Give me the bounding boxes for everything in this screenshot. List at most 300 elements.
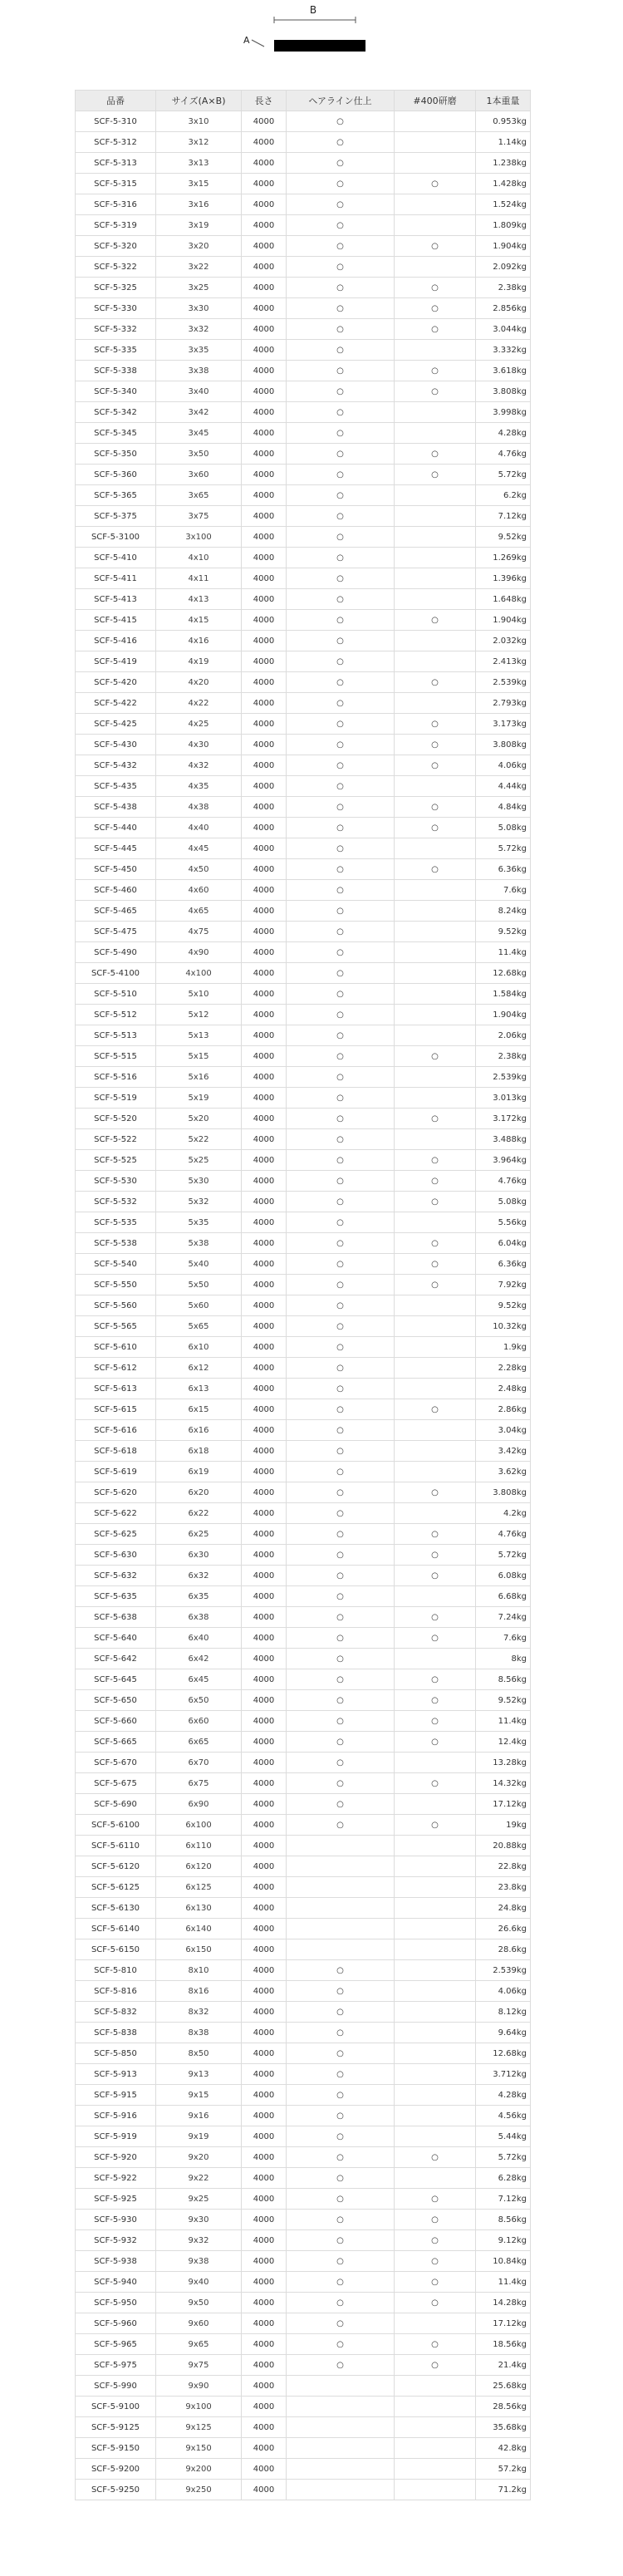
- table-row: [76, 1919, 531, 1939]
- cell-part-number: SCF-5-338: [76, 361, 156, 381]
- cell-length: 4000: [242, 1192, 287, 1212]
- table-row: [76, 2002, 531, 2023]
- cell-400-polish: [395, 1129, 476, 1150]
- cell-hairline-finish: ○: [287, 2189, 395, 2210]
- cell-weight: 11.4kg: [476, 2272, 531, 2293]
- cell-part-number: SCF-5-950: [76, 2293, 156, 2313]
- cell-length: 4000: [242, 2334, 287, 2355]
- table-row: [76, 1566, 531, 1586]
- cell-part-number: SCF-5-665: [76, 1732, 156, 1753]
- table-header-row: [76, 91, 531, 111]
- cell-part-number: SCF-5-975: [76, 2355, 156, 2376]
- header-400-polish: #400研磨: [395, 91, 476, 111]
- cell-400-polish: [395, 1337, 476, 1358]
- cell-size: 6x140: [156, 1919, 242, 1939]
- cell-400-polish: [395, 1358, 476, 1379]
- cell-weight: 7.12kg: [476, 2189, 531, 2210]
- cell-weight: 5.72kg: [476, 465, 531, 485]
- cell-400-polish: [395, 2438, 476, 2459]
- cell-size: 3x45: [156, 423, 242, 444]
- cell-length: 4000: [242, 1025, 287, 1046]
- cell-hairline-finish: ○: [287, 1794, 395, 1815]
- cell-part-number: SCF-5-345: [76, 423, 156, 444]
- cell-hairline-finish: ○: [287, 257, 395, 278]
- cell-400-polish: [395, 153, 476, 174]
- table-row: [76, 2147, 531, 2168]
- cell-400-polish: [395, 901, 476, 922]
- cell-part-number: SCF-5-335: [76, 340, 156, 361]
- cell-length: 4000: [242, 236, 287, 257]
- cell-400-polish: ○: [395, 319, 476, 340]
- table-row: [76, 1192, 531, 1212]
- cell-part-number: SCF-5-420: [76, 672, 156, 693]
- cell-hairline-finish: ○: [287, 589, 395, 610]
- cell-400-polish: [395, 1295, 476, 1316]
- table-row: [76, 132, 531, 153]
- cell-hairline-finish: ○: [287, 2210, 395, 2230]
- cell-size: 3x25: [156, 278, 242, 298]
- table-row: [76, 942, 531, 963]
- table-row: [76, 2251, 531, 2272]
- table-row: [76, 2189, 531, 2210]
- cell-size: 8x16: [156, 1981, 242, 2002]
- cell-hairline-finish: ○: [287, 651, 395, 672]
- cell-length: 4000: [242, 1171, 287, 1192]
- cell-400-polish: [395, 2085, 476, 2106]
- cell-length: 4000: [242, 1088, 287, 1109]
- cell-size: 5x30: [156, 1171, 242, 1192]
- cell-part-number: SCF-5-422: [76, 693, 156, 714]
- cell-part-number: SCF-5-6125: [76, 1877, 156, 1898]
- product-spec-table: [75, 90, 531, 2500]
- cell-400-polish: ○: [395, 2189, 476, 2210]
- cell-length: 4000: [242, 1109, 287, 1129]
- table-row: [76, 194, 531, 215]
- cell-length: 4000: [242, 1981, 287, 2002]
- cell-hairline-finish: ○: [287, 381, 395, 402]
- cell-weight: 1.904kg: [476, 610, 531, 631]
- cell-part-number: SCF-5-445: [76, 838, 156, 859]
- cell-length: 4000: [242, 132, 287, 153]
- table-row: [76, 111, 531, 132]
- cell-weight: 3.42kg: [476, 1441, 531, 1462]
- table-row: [76, 651, 531, 672]
- cell-weight: 5.72kg: [476, 838, 531, 859]
- table-row: [76, 2293, 531, 2313]
- cell-weight: 9.64kg: [476, 2023, 531, 2043]
- cell-length: 4000: [242, 1856, 287, 1877]
- cell-weight: 1.809kg: [476, 215, 531, 236]
- cell-size: 5x25: [156, 1150, 242, 1171]
- cell-part-number: SCF-5-622: [76, 1503, 156, 1524]
- cell-hairline-finish: ○: [287, 859, 395, 880]
- table-row: [76, 859, 531, 880]
- cell-400-polish: ○: [395, 714, 476, 735]
- cell-size: 6x70: [156, 1753, 242, 1773]
- cell-size: 9x25: [156, 2189, 242, 2210]
- cell-length: 4000: [242, 714, 287, 735]
- cell-hairline-finish: ○: [287, 1005, 395, 1025]
- cell-part-number: SCF-5-530: [76, 1171, 156, 1192]
- cell-weight: 2.28kg: [476, 1358, 531, 1379]
- cell-weight: 12.68kg: [476, 2043, 531, 2064]
- cell-part-number: SCF-5-440: [76, 818, 156, 838]
- cell-hairline-finish: [287, 2417, 395, 2438]
- cell-length: 4000: [242, 1732, 287, 1753]
- table-row: [76, 693, 531, 714]
- cell-part-number: SCF-5-6130: [76, 1898, 156, 1919]
- cell-weight: 3.712kg: [476, 2064, 531, 2085]
- cell-hairline-finish: ○: [287, 2126, 395, 2147]
- table-row: [76, 444, 531, 465]
- cell-hairline-finish: [287, 1939, 395, 1960]
- table-row: [76, 1794, 531, 1815]
- cell-hairline-finish: ○: [287, 1753, 395, 1773]
- cell-part-number: SCF-5-9125: [76, 2417, 156, 2438]
- cell-part-number: SCF-5-990: [76, 2376, 156, 2397]
- cell-weight: 3.808kg: [476, 1482, 531, 1503]
- cell-length: 4000: [242, 340, 287, 361]
- cell-hairline-finish: ○: [287, 2043, 395, 2064]
- cell-length: 4000: [242, 319, 287, 340]
- table-row: [76, 319, 531, 340]
- cell-part-number: SCF-5-430: [76, 735, 156, 755]
- cell-size: 6x18: [156, 1441, 242, 1462]
- cell-weight: 3.013kg: [476, 1088, 531, 1109]
- table-row: [76, 506, 531, 527]
- cell-weight: 28.6kg: [476, 1939, 531, 1960]
- cell-length: 4000: [242, 818, 287, 838]
- cell-size: 6x40: [156, 1628, 242, 1649]
- cell-weight: 2.539kg: [476, 1067, 531, 1088]
- cell-hairline-finish: ○: [287, 1046, 395, 1067]
- cell-length: 4000: [242, 1960, 287, 1981]
- cell-size: 9x150: [156, 2438, 242, 2459]
- cell-size: 3x30: [156, 298, 242, 319]
- cell-length: 4000: [242, 1150, 287, 1171]
- cell-part-number: SCF-5-519: [76, 1088, 156, 1109]
- table-row: [76, 2480, 531, 2500]
- cell-size: 9x38: [156, 2251, 242, 2272]
- cell-400-polish: ○: [395, 859, 476, 880]
- cell-part-number: SCF-5-638: [76, 1607, 156, 1628]
- cell-part-number: SCF-5-938: [76, 2251, 156, 2272]
- cell-400-polish: ○: [395, 1607, 476, 1628]
- table-row: [76, 2106, 531, 2126]
- cell-size: 9x19: [156, 2126, 242, 2147]
- cell-part-number: SCF-5-616: [76, 1420, 156, 1441]
- cell-size: 9x20: [156, 2147, 242, 2168]
- cell-weight: 71.2kg: [476, 2480, 531, 2500]
- cell-length: 4000: [242, 1649, 287, 1669]
- cell-part-number: SCF-5-550: [76, 1275, 156, 1295]
- cell-size: 6x130: [156, 1898, 242, 1919]
- cell-length: 4000: [242, 2085, 287, 2106]
- cell-hairline-finish: ○: [287, 1129, 395, 1150]
- cell-hairline-finish: ○: [287, 1462, 395, 1482]
- cell-hairline-finish: ○: [287, 1192, 395, 1212]
- table-row: [76, 1960, 531, 1981]
- cell-400-polish: ○: [395, 236, 476, 257]
- cell-part-number: SCF-5-450: [76, 859, 156, 880]
- cell-part-number: SCF-5-960: [76, 2313, 156, 2334]
- cell-part-number: SCF-5-419: [76, 651, 156, 672]
- table-row: [76, 818, 531, 838]
- table-row: [76, 2334, 531, 2355]
- cell-size: 6x10: [156, 1337, 242, 1358]
- cell-hairline-finish: ○: [287, 1337, 395, 1358]
- header-length: 長さ: [242, 91, 287, 111]
- table-row: [76, 1462, 531, 1482]
- cell-400-polish: ○: [395, 1171, 476, 1192]
- cell-size: 4x16: [156, 631, 242, 651]
- table-row: [76, 1171, 531, 1192]
- cell-length: 4000: [242, 797, 287, 818]
- cell-400-polish: ○: [395, 1545, 476, 1566]
- cell-part-number: SCF-5-565: [76, 1316, 156, 1337]
- cell-hairline-finish: ○: [287, 2064, 395, 2085]
- cell-weight: 12.4kg: [476, 1732, 531, 1753]
- cell-length: 4000: [242, 1233, 287, 1254]
- table-row: [76, 838, 531, 859]
- cell-weight: 57.2kg: [476, 2459, 531, 2480]
- cell-hairline-finish: [287, 1836, 395, 1856]
- cell-hairline-finish: [287, 2438, 395, 2459]
- cell-400-polish: ○: [395, 2272, 476, 2293]
- cell-size: 6x13: [156, 1379, 242, 1399]
- cell-part-number: SCF-5-635: [76, 1586, 156, 1607]
- cell-400-polish: ○: [395, 1275, 476, 1295]
- cell-hairline-finish: ○: [287, 984, 395, 1005]
- table-row: [76, 2397, 531, 2417]
- cell-weight: 28.56kg: [476, 2397, 531, 2417]
- table-row: [76, 2043, 531, 2064]
- cell-part-number: SCF-5-850: [76, 2043, 156, 2064]
- cell-size: 6x20: [156, 1482, 242, 1503]
- cell-hairline-finish: ○: [287, 1212, 395, 1233]
- cell-length: 4000: [242, 2313, 287, 2334]
- cell-weight: 6.2kg: [476, 485, 531, 506]
- cell-size: 5x38: [156, 1233, 242, 1254]
- table-row: [76, 1898, 531, 1919]
- cell-length: 4000: [242, 1607, 287, 1628]
- cell-size: 6x30: [156, 1545, 242, 1566]
- cell-length: 4000: [242, 1399, 287, 1420]
- cell-length: 4000: [242, 2002, 287, 2023]
- cell-400-polish: [395, 2002, 476, 2023]
- cell-length: 4000: [242, 527, 287, 548]
- cell-weight: 35.68kg: [476, 2417, 531, 2438]
- cell-weight: 2.539kg: [476, 672, 531, 693]
- cell-size: 4x32: [156, 755, 242, 776]
- table-row: [76, 1482, 531, 1503]
- cell-length: 4000: [242, 2438, 287, 2459]
- cell-length: 4000: [242, 610, 287, 631]
- table-row: [76, 714, 531, 735]
- table-row: [76, 610, 531, 631]
- cell-part-number: SCF-5-832: [76, 2002, 156, 2023]
- cell-weight: 9.52kg: [476, 1295, 531, 1316]
- cell-size: 4x100: [156, 963, 242, 984]
- cell-400-polish: [395, 589, 476, 610]
- cell-size: 3x40: [156, 381, 242, 402]
- cell-hairline-finish: ○: [287, 797, 395, 818]
- table-row: [76, 1545, 531, 1566]
- cell-part-number: SCF-5-9250: [76, 2480, 156, 2500]
- cell-hairline-finish: ○: [287, 2293, 395, 2313]
- cell-part-number: SCF-5-465: [76, 901, 156, 922]
- cell-size: 5x22: [156, 1129, 242, 1150]
- cell-size: 3x20: [156, 236, 242, 257]
- table-row: [76, 1129, 531, 1150]
- cell-weight: 1.648kg: [476, 589, 531, 610]
- cell-part-number: SCF-5-940: [76, 2272, 156, 2293]
- cell-hairline-finish: ○: [287, 132, 395, 153]
- cell-weight: 4.76kg: [476, 1171, 531, 1192]
- cell-length: 4000: [242, 859, 287, 880]
- cell-length: 4000: [242, 278, 287, 298]
- cell-part-number: SCF-5-538: [76, 1233, 156, 1254]
- cell-length: 4000: [242, 485, 287, 506]
- cell-400-polish: ○: [395, 361, 476, 381]
- cell-weight: 7.12kg: [476, 506, 531, 527]
- cell-part-number: SCF-5-316: [76, 194, 156, 215]
- cell-length: 4000: [242, 1898, 287, 1919]
- cell-part-number: SCF-5-916: [76, 2106, 156, 2126]
- cell-part-number: SCF-5-525: [76, 1150, 156, 1171]
- cell-size: 6x125: [156, 1877, 242, 1898]
- cell-weight: 3.044kg: [476, 319, 531, 340]
- cell-part-number: SCF-5-645: [76, 1669, 156, 1690]
- cell-length: 4000: [242, 402, 287, 423]
- cell-hairline-finish: ○: [287, 2230, 395, 2251]
- cell-400-polish: ○: [395, 1233, 476, 1254]
- cell-weight: 4.06kg: [476, 755, 531, 776]
- cell-hairline-finish: ○: [287, 1669, 395, 1690]
- cell-size: 6x150: [156, 1939, 242, 1960]
- cell-length: 4000: [242, 1939, 287, 1960]
- cell-length: 4000: [242, 1503, 287, 1524]
- table-row: [76, 1399, 531, 1420]
- cell-length: 4000: [242, 1586, 287, 1607]
- cell-weight: 6.28kg: [476, 2168, 531, 2189]
- cell-weight: 8kg: [476, 1649, 531, 1669]
- cell-size: 3x19: [156, 215, 242, 236]
- cell-part-number: SCF-5-816: [76, 1981, 156, 2002]
- cell-part-number: SCF-5-6150: [76, 1939, 156, 1960]
- cell-part-number: SCF-5-532: [76, 1192, 156, 1212]
- cell-part-number: SCF-5-322: [76, 257, 156, 278]
- cell-part-number: SCF-5-312: [76, 132, 156, 153]
- cell-hairline-finish: ○: [287, 298, 395, 319]
- cell-hairline-finish: ○: [287, 942, 395, 963]
- table-row: [76, 984, 531, 1005]
- cell-length: 4000: [242, 465, 287, 485]
- cell-400-polish: [395, 1025, 476, 1046]
- table-row: [76, 485, 531, 506]
- cell-size: 9x65: [156, 2334, 242, 2355]
- table-row: [76, 1981, 531, 2002]
- cell-hairline-finish: ○: [287, 2085, 395, 2106]
- cell-400-polish: [395, 2459, 476, 2480]
- table-row: [76, 1295, 531, 1316]
- cell-hairline-finish: ○: [287, 402, 395, 423]
- cell-weight: 17.12kg: [476, 1794, 531, 1815]
- cell-400-polish: [395, 1462, 476, 1482]
- table-row: [76, 797, 531, 818]
- cell-400-polish: [395, 2126, 476, 2147]
- cell-weight: 4.76kg: [476, 1524, 531, 1545]
- cell-part-number: SCF-5-413: [76, 589, 156, 610]
- cell-size: 4x15: [156, 610, 242, 631]
- cell-length: 4000: [242, 1773, 287, 1794]
- cell-length: 4000: [242, 153, 287, 174]
- cell-part-number: SCF-5-416: [76, 631, 156, 651]
- table-row: [76, 1939, 531, 1960]
- cell-400-polish: [395, 1898, 476, 1919]
- cell-weight: 10.84kg: [476, 2251, 531, 2272]
- cell-part-number: SCF-5-6100: [76, 1815, 156, 1836]
- cell-length: 4000: [242, 361, 287, 381]
- cell-hairline-finish: [287, 2397, 395, 2417]
- cell-400-polish: ○: [395, 465, 476, 485]
- cross-section-diagram: [0, 0, 623, 66]
- cell-part-number: SCF-5-360: [76, 465, 156, 485]
- cell-hairline-finish: ○: [287, 1150, 395, 1171]
- cell-weight: 6.68kg: [476, 1586, 531, 1607]
- cell-hairline-finish: [287, 2480, 395, 2500]
- cell-size: 3x38: [156, 361, 242, 381]
- cell-length: 4000: [242, 1441, 287, 1462]
- cell-length: 4000: [242, 257, 287, 278]
- cell-400-polish: ○: [395, 1566, 476, 1586]
- table-row: [76, 2376, 531, 2397]
- table-row: [76, 2210, 531, 2230]
- cell-weight: 3.808kg: [476, 735, 531, 755]
- cell-weight: 3.998kg: [476, 402, 531, 423]
- cell-weight: 7.6kg: [476, 1628, 531, 1649]
- cell-400-polish: [395, 1088, 476, 1109]
- cell-400-polish: [395, 2417, 476, 2438]
- cell-size: 4x19: [156, 651, 242, 672]
- table-row: [76, 2313, 531, 2334]
- cell-hairline-finish: ○: [287, 2106, 395, 2126]
- cell-400-polish: [395, 194, 476, 215]
- cell-part-number: SCF-5-3100: [76, 527, 156, 548]
- cell-400-polish: ○: [395, 1711, 476, 1732]
- cell-size: 4x65: [156, 901, 242, 922]
- cell-400-polish: ○: [395, 298, 476, 319]
- cell-400-polish: ○: [395, 1732, 476, 1753]
- cell-size: 8x10: [156, 1960, 242, 1981]
- cell-400-polish: ○: [395, 444, 476, 465]
- table-row: [76, 257, 531, 278]
- table-row: [76, 2355, 531, 2376]
- cell-size: 9x40: [156, 2272, 242, 2293]
- cell-size: 9x250: [156, 2480, 242, 2500]
- cell-length: 4000: [242, 1545, 287, 1566]
- cell-weight: 42.8kg: [476, 2438, 531, 2459]
- table-row: [76, 2168, 531, 2189]
- cell-length: 4000: [242, 2251, 287, 2272]
- cell-size: 4x10: [156, 548, 242, 568]
- cell-size: 4x45: [156, 838, 242, 859]
- table-row: [76, 963, 531, 984]
- cell-weight: 5.44kg: [476, 2126, 531, 2147]
- cell-400-polish: [395, 1939, 476, 1960]
- cell-part-number: SCF-5-615: [76, 1399, 156, 1420]
- cell-400-polish: ○: [395, 278, 476, 298]
